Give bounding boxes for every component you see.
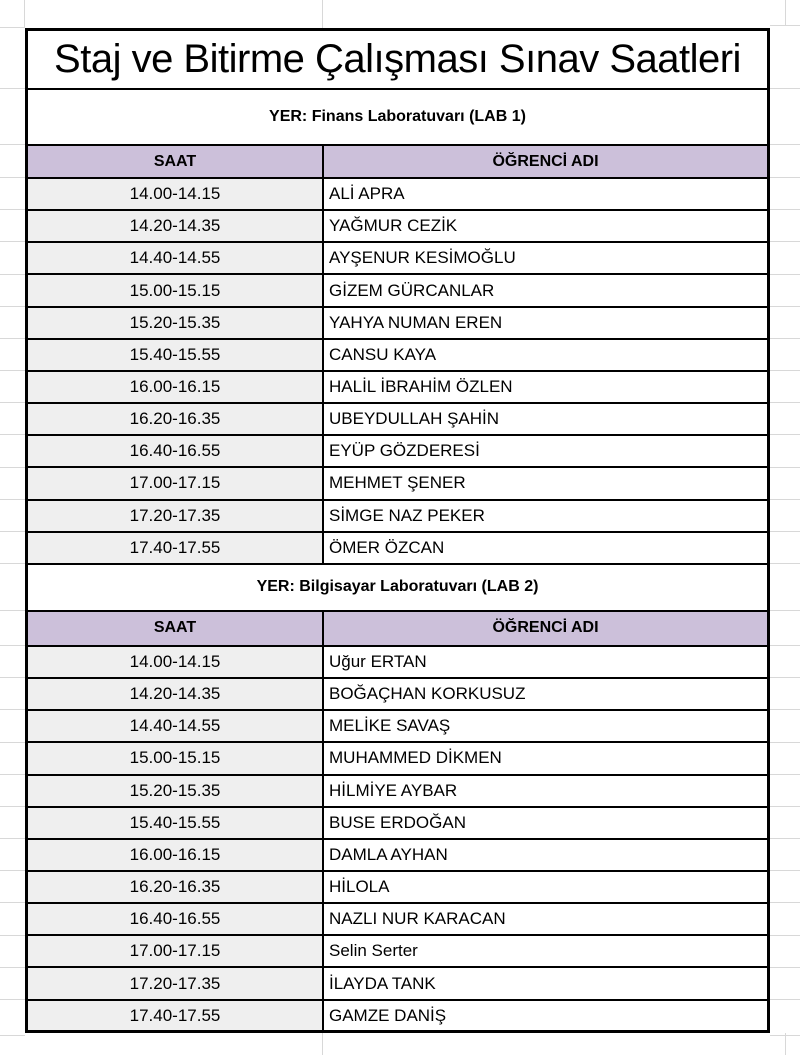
exam-schedule-table	[25, 28, 770, 1033]
table-row	[28, 533, 767, 565]
table-row	[28, 179, 767, 211]
time-value: 16.00-16.15	[129, 377, 221, 397]
time-cell[interactable]	[28, 533, 324, 563]
sheet-gridline	[770, 709, 800, 710]
sheet-gridline	[770, 563, 800, 564]
time-value: 14.00-14.15	[129, 651, 221, 671]
section-rows-lab2	[28, 647, 767, 1033]
section-rows-lab1	[28, 179, 767, 565]
table-row	[28, 372, 767, 404]
student-name: Selin Serter	[329, 941, 418, 961]
time-cell[interactable]	[28, 275, 324, 305]
time-cell[interactable]	[28, 468, 324, 498]
time-value: 15.40-15.55	[129, 812, 221, 832]
student-name: MEHMET ŞENER	[329, 473, 466, 493]
sheet-gridline	[0, 209, 25, 210]
sheet-gridline	[0, 274, 25, 275]
student-name-cell[interactable]	[324, 243, 767, 273]
student-name: HİLMİYE AYBAR	[329, 780, 458, 800]
student-name-cell[interactable]	[324, 968, 767, 998]
column-header-ogrenci[interactable]	[324, 612, 767, 645]
sheet-gridline	[0, 935, 25, 936]
table-title-cell[interactable]	[28, 31, 767, 90]
time-cell[interactable]	[28, 872, 324, 902]
header-row-lab1	[28, 146, 767, 179]
student-name-cell[interactable]	[324, 308, 767, 338]
student-name-cell[interactable]	[324, 679, 767, 709]
sheet-gridline	[0, 338, 25, 339]
time-cell[interactable]	[28, 904, 324, 934]
student-name-cell[interactable]	[324, 372, 767, 402]
sheet-gridline	[770, 370, 800, 371]
sheet-gridline	[0, 677, 25, 678]
student-name-cell[interactable]	[324, 711, 767, 741]
column-header-saat[interactable]	[28, 612, 324, 645]
sheet-gridline	[0, 144, 25, 145]
sheet-gridline	[0, 999, 25, 1000]
student-name: EYÜP GÖZDERESİ	[329, 441, 480, 461]
sheet-gridline	[770, 935, 800, 936]
time-cell[interactable]	[28, 743, 324, 773]
sheet-gridline	[770, 467, 800, 468]
sheet-gridline	[770, 999, 800, 1000]
header-row-lab2	[28, 612, 767, 647]
sheet-gridline	[770, 241, 800, 242]
time-value: 14.00-14.15	[129, 184, 221, 204]
sheet-gridline	[770, 902, 800, 903]
student-name: BUSE ERDOĞAN	[329, 812, 466, 832]
column-header-saat-label: SAAT	[153, 152, 197, 170]
column-header-saat-label: SAAT	[153, 619, 197, 637]
time-value: 15.40-15.55	[129, 344, 221, 364]
student-name: İLAYDA TANK	[329, 973, 436, 993]
sheet-gridline	[770, 870, 800, 871]
time-cell[interactable]	[28, 404, 324, 434]
time-value: 15.20-15.35	[129, 312, 221, 332]
table-row	[28, 340, 767, 372]
student-name-cell[interactable]	[324, 468, 767, 498]
time-value: 15.00-15.15	[129, 280, 221, 300]
sheet-gridline	[0, 563, 25, 564]
time-value: 17.00-17.15	[129, 941, 221, 961]
sheet-gridline	[785, 0, 786, 26]
table-row	[28, 501, 767, 533]
sheet-gridline	[0, 870, 25, 871]
sheet-gridline	[770, 402, 800, 403]
student-name-cell[interactable]	[324, 404, 767, 434]
time-cell[interactable]	[28, 340, 324, 370]
sheet-gridline	[0, 370, 25, 371]
student-name-cell[interactable]	[324, 872, 767, 902]
student-name: HALİL İBRAHİM ÖZLEN	[329, 377, 513, 397]
time-cell[interactable]	[28, 840, 324, 870]
student-name-cell[interactable]	[324, 936, 767, 966]
sheet-gridline	[785, 1033, 786, 1055]
student-name: ALİ APRA	[329, 184, 405, 204]
student-name: HİLOLA	[329, 877, 390, 897]
student-name: BOĞAÇHAN KORKUSUZ	[329, 684, 526, 704]
student-name: DAMLA AYHAN	[329, 844, 448, 864]
sheet-gridline	[770, 306, 800, 307]
student-name-cell[interactable]	[324, 776, 767, 806]
table-row	[28, 808, 767, 840]
sheet-gridline	[770, 610, 800, 611]
sheet-gridline	[0, 467, 25, 468]
student-name: UBEYDULLAH ŞAHİN	[329, 409, 500, 429]
student-name: GAMZE DANİŞ	[329, 1005, 447, 1025]
sheet-gridline	[0, 402, 25, 403]
sheet-gridline	[0, 27, 25, 28]
sheet-gridline	[0, 434, 25, 435]
time-cell[interactable]	[28, 711, 324, 741]
sheet-gridline	[0, 645, 25, 646]
sheet-gridline	[770, 144, 800, 145]
time-value: 17.40-17.55	[129, 1005, 221, 1025]
time-cell[interactable]	[28, 179, 324, 209]
sheet-gridline	[770, 434, 800, 435]
sheet-gridline	[770, 274, 800, 275]
sheet-gridline	[770, 338, 800, 339]
student-name-cell[interactable]	[324, 501, 767, 531]
time-value: 14.40-14.55	[129, 716, 221, 736]
table-row	[28, 211, 767, 243]
student-name-cell[interactable]	[324, 904, 767, 934]
sheet-gridline	[770, 806, 800, 807]
sheet-gridline	[24, 0, 25, 28]
time-cell[interactable]	[28, 1001, 324, 1031]
column-header-ogrenci[interactable]	[324, 146, 767, 177]
student-name-cell[interactable]	[324, 1001, 767, 1031]
student-name: MUHAMMED DİKMEN	[329, 748, 502, 768]
table-row	[28, 711, 767, 743]
table-row	[28, 840, 767, 872]
student-name-cell[interactable]	[324, 275, 767, 305]
table-row	[28, 647, 767, 679]
student-name: YAĞMUR CEZİK	[329, 216, 458, 236]
table-row	[28, 872, 767, 904]
student-name: CANSU KAYA	[329, 344, 437, 364]
time-value: 16.20-16.35	[129, 877, 221, 897]
student-name: Uğur ERTAN	[329, 651, 427, 671]
time-cell[interactable]	[28, 243, 324, 273]
time-value: 16.20-16.35	[129, 409, 221, 429]
student-name: ÖMER ÖZCAN	[329, 537, 445, 557]
column-header-ogrenci-label: ÖĞRENCİ ADI	[492, 152, 599, 170]
sheet-gridline	[770, 645, 800, 646]
time-value: 17.20-17.35	[129, 973, 221, 993]
sheet-gridline	[770, 967, 800, 968]
sheet-gridline	[770, 209, 800, 210]
sheet-gridline	[0, 902, 25, 903]
sheet-gridline	[770, 499, 800, 500]
sheet-gridline	[770, 177, 800, 178]
time-cell[interactable]	[28, 808, 324, 838]
section-location-label: YER: Bilgisayar Laboratuvarı (LAB 2)	[256, 578, 539, 596]
sheet-gridline	[770, 25, 800, 26]
student-name: AYŞENUR KESİMOĞLU	[329, 248, 516, 268]
student-name-cell[interactable]	[324, 211, 767, 241]
time-cell[interactable]	[28, 211, 324, 241]
student-name-cell[interactable]	[324, 808, 767, 838]
sheet-gridline	[0, 742, 25, 743]
sheet-gridline	[0, 499, 25, 500]
student-name-cell[interactable]	[324, 179, 767, 209]
student-name: SİMGE NAZ PEKER	[329, 505, 485, 525]
sheet-gridline	[0, 241, 25, 242]
table-row	[28, 1001, 767, 1033]
time-value: 16.40-16.55	[129, 909, 221, 929]
sheet-gridline	[770, 531, 800, 532]
column-header-ogrenci-label: ÖĞRENCİ ADI	[492, 619, 599, 637]
sheet-gridline	[0, 88, 25, 89]
sheet-gridline	[770, 1035, 800, 1036]
table-row	[28, 243, 767, 275]
time-value: 16.00-16.15	[129, 844, 221, 864]
student-name-cell[interactable]	[324, 533, 767, 563]
table-row	[28, 743, 767, 775]
sheet-gridline	[770, 88, 800, 89]
student-name: MELİKE SAVAŞ	[329, 716, 451, 736]
time-cell[interactable]	[28, 647, 324, 677]
sheet-gridline	[0, 774, 25, 775]
time-cell[interactable]	[28, 968, 324, 998]
table-row	[28, 776, 767, 808]
sheet-gridline	[322, 1033, 323, 1055]
table-row	[28, 904, 767, 936]
student-name: YAHYA NUMAN EREN	[329, 312, 503, 332]
time-value: 14.20-14.35	[129, 216, 221, 236]
time-cell[interactable]	[28, 372, 324, 402]
sheet-gridline	[322, 0, 323, 28]
sheet-gridline	[0, 610, 25, 611]
time-cell[interactable]	[28, 936, 324, 966]
student-name-cell[interactable]	[324, 340, 767, 370]
sheet-gridline	[0, 1035, 25, 1036]
sheet-gridline	[770, 742, 800, 743]
column-header-saat[interactable]	[28, 146, 324, 177]
time-value: 16.40-16.55	[129, 441, 221, 461]
sheet-gridline	[0, 967, 25, 968]
student-name-cell[interactable]	[324, 436, 767, 466]
time-value: 14.20-14.35	[129, 684, 221, 704]
sheet-gridline	[0, 806, 25, 807]
time-value: 15.20-15.35	[129, 780, 221, 800]
section-location-label: YER: Finans Laboratuvarı (LAB 1)	[269, 108, 526, 125]
time-cell[interactable]	[28, 436, 324, 466]
table-row	[28, 404, 767, 436]
time-value: 17.20-17.35	[129, 505, 221, 525]
section-location-cell-lab1[interactable]	[28, 90, 767, 146]
sheet-gridline	[0, 531, 25, 532]
page-title: Staj ve Bitirme Çalışması Sınav Saatleri	[54, 37, 741, 81]
table-row	[28, 275, 767, 307]
sheet-gridline	[770, 774, 800, 775]
sheet-gridline	[770, 838, 800, 839]
section-location-cell-lab2[interactable]	[28, 565, 767, 612]
table-row	[28, 936, 767, 968]
table-row	[28, 436, 767, 468]
time-value: 15.00-15.15	[129, 748, 221, 768]
time-cell[interactable]	[28, 679, 324, 709]
student-name-cell[interactable]	[324, 647, 767, 677]
sheet-gridline	[0, 306, 25, 307]
sheet-gridline	[0, 838, 25, 839]
time-value: 17.00-17.15	[129, 473, 221, 493]
table-row	[28, 968, 767, 1000]
table-row	[28, 468, 767, 500]
table-row	[28, 308, 767, 340]
sheet-gridline	[0, 177, 25, 178]
sheet-gridline	[770, 677, 800, 678]
time-value: 17.40-17.55	[129, 537, 221, 557]
time-cell[interactable]	[28, 308, 324, 338]
time-cell[interactable]	[28, 501, 324, 531]
student-name: GİZEM GÜRCANLAR	[329, 280, 495, 300]
table-row	[28, 679, 767, 711]
student-name-cell[interactable]	[324, 840, 767, 870]
time-value: 14.40-14.55	[129, 248, 221, 268]
student-name: NAZLI NUR KARACAN	[329, 909, 506, 929]
sheet-gridline	[0, 709, 25, 710]
student-name-cell[interactable]	[324, 743, 767, 773]
time-cell[interactable]	[28, 776, 324, 806]
